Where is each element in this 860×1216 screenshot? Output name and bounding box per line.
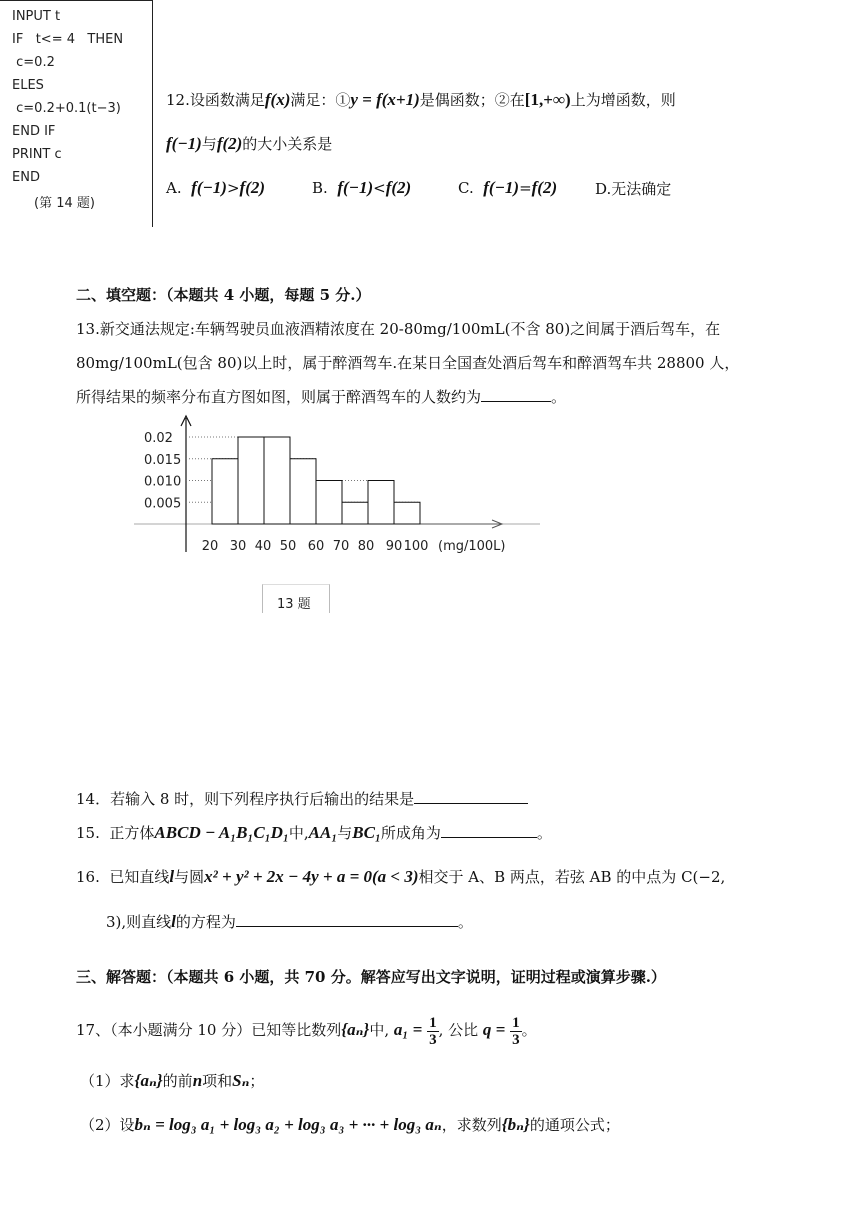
histogram-bar	[212, 459, 238, 524]
section3-title: 三、解答题：（本题共 6 小题，共 70 分。解答应写出文字说明，证明过程或演算步骤.）	[76, 968, 666, 986]
section2-title: 二、填空题：（本题共 4 小题，每题 5 分.）	[76, 286, 371, 304]
x-tick-label: 20	[201, 539, 219, 554]
x-axis-unit-label: (mg/100L)	[438, 539, 506, 554]
histogram-bar	[342, 502, 368, 524]
answer-blank[interactable]	[481, 385, 551, 402]
q16-line2: 3),则直线l的方程为 。	[106, 912, 473, 931]
q13-line1: 13.新交通法规定:车辆驾驶员血液酒精浓度在 20-80mg/100mL(不含 80)之间属于酒后驾车，在	[76, 320, 721, 338]
program-line: c=0.2+0.1(t−3)	[12, 101, 121, 116]
q12-line2: f(−1)与f(2)的大小关系是	[166, 134, 333, 153]
x-tick-label: 90	[385, 539, 403, 554]
program-line: ELES	[12, 78, 44, 93]
q15-text: 15. 正方体ABCD − A₁B₁C₁D₁中,AA₁与BC₁所成角为 。	[76, 823, 552, 842]
q12-option-c: C. f(−1)=f(2)	[458, 178, 558, 197]
program-line: INPUT t	[12, 9, 61, 24]
y-tick-label: 0.015	[144, 452, 182, 468]
q12-option-d: D.无法确定	[595, 180, 672, 198]
program-caption: (第 14 题)	[34, 196, 95, 211]
histogram-bar	[264, 437, 290, 524]
program-line: c=0.2	[12, 55, 55, 70]
histogram-bar	[238, 437, 264, 524]
histogram-bar	[290, 459, 316, 524]
histogram-svg	[130, 412, 542, 564]
fraction-one-third: $\frac{1}{3}$	[429, 1014, 437, 1048]
program-line: END	[12, 170, 40, 185]
x-tick-label: 60	[307, 539, 325, 554]
program-line: PRINT c	[12, 147, 62, 162]
q12-option-b: B. f(−1)<f(2)	[312, 178, 412, 197]
q17-part1: （1）求{aₙ}的前n项和Sₙ；	[80, 1071, 265, 1090]
answer-blank[interactable]	[414, 787, 528, 804]
x-tick-label: 70	[332, 539, 350, 554]
y-tick-label: 0.010	[144, 474, 182, 490]
q17-part2: （2）设bₙ = log₃ a₁ + log₃ a₂ + log₃ a₃ + ··· + log₃ aₙ，求数列{bₙ}的通项公式；	[80, 1115, 620, 1134]
x-tick-label: 50	[279, 539, 297, 554]
q12-line1: 12.设函数满足f(x)满足：①y = f(x+1)是偶函数；②在[1,+∞)上为增函数，则	[166, 90, 676, 109]
y-tick-label: 0.005	[144, 496, 182, 512]
x-tick-label: 40	[254, 539, 272, 554]
chart-caption-box	[262, 584, 330, 613]
x-tick-label: 100	[403, 539, 429, 554]
program-line: END IF	[12, 124, 56, 139]
q14-text: 14．若输入 8 时，则下列程序执行后输出的结果是	[76, 787, 528, 809]
q17-line1: 17、（本小题满分 10 分）已知等比数列{aₙ}中, a₁ = $\frac{1}{3}$ , 公比 q = $\frac{1}{3}$ 。	[76, 1014, 537, 1048]
q13-line3: 所得结果的频率分布直方图如图，则属于醉酒驾车的人数约为 。	[76, 385, 566, 407]
answer-blank[interactable]	[236, 910, 458, 927]
chart-caption: 13 题	[277, 597, 311, 612]
x-tick-label: 30	[229, 539, 247, 554]
histogram	[130, 412, 542, 564]
histogram-bar	[316, 481, 342, 525]
program-line: IF t<= 4 THEN	[12, 32, 124, 47]
q13-line2: 80mg/100mL(包含 80)以上时，属于醉酒驾车.在某日全国查处酒后驾车和醉酒驾车共 28800 人，	[76, 354, 740, 372]
y-tick-label: 0.02	[144, 431, 173, 446]
q12-option-a: A. f(−1)>f(2)	[166, 178, 266, 197]
x-tick-label: 80	[357, 539, 375, 554]
q16-line1: 16. 已知直线l与圆x² + y² + 2x − 4y + a = 0(a < 3)相交于 A、B 两点，若弦 AB 的中点为 C(−2,	[76, 867, 726, 886]
answer-blank[interactable]	[441, 821, 537, 838]
program-box	[0, 0, 153, 227]
fraction-one-third: $\frac{1}{3}$	[512, 1014, 520, 1048]
histogram-bar	[368, 481, 394, 525]
histogram-bar	[394, 502, 420, 524]
